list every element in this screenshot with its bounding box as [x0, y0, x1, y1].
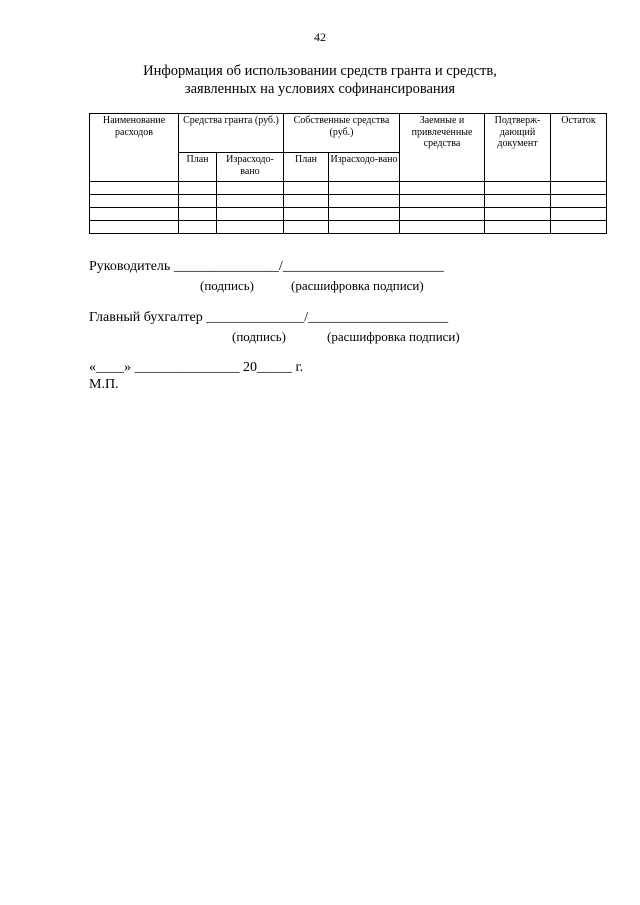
table-row [90, 208, 607, 221]
stamp-place: М.П. [89, 377, 119, 392]
accountant-signature-line [89, 310, 448, 326]
header-own-funds: Собственные средства (руб.) [284, 114, 400, 153]
subheader-grant-plan: План [179, 153, 217, 182]
header-expense-name: Наименование расходов [90, 114, 179, 182]
date-line[interactable]: «____» _______________ 20_____ г. [89, 360, 304, 375]
grant-usage-table [89, 113, 607, 234]
accountant-label: Главный бухгалтер [89, 310, 203, 325]
document-title [0, 62, 640, 98]
subheader-grant-spent: Израсходо-вано [217, 153, 284, 182]
page-number: 42 [314, 30, 326, 44]
title-line-2: заявленных на условиях софинансирования [184, 81, 456, 97]
table-header-row [90, 114, 607, 153]
header-grant-funds: Средства гранта (руб.) [179, 114, 284, 153]
table-row [90, 182, 607, 195]
accountant-blank[interactable]: ______________/____________________ [206, 310, 449, 325]
header-confirming-document: Подтверж-дающий документ [485, 114, 551, 182]
director-signature-caption: (подпись) [200, 278, 254, 293]
header-borrowed-funds: Заемные и привлеченные средства [400, 114, 485, 182]
subheader-own-plan: План [284, 153, 329, 182]
subheader-own-spent: Израсходо-вано [329, 153, 400, 182]
title-line-1: Информация об использовании средств гранта и средств, [143, 63, 497, 79]
director-blank[interactable]: _______________/_______________________ [173, 259, 444, 274]
table-row [90, 195, 607, 208]
director-label: Руководитель [89, 259, 171, 274]
accountant-decoding-caption: (расшифровка подписи) [327, 329, 460, 344]
header-balance: Остаток [551, 114, 607, 182]
table-row [90, 221, 607, 234]
director-decoding-caption: (расшифровка подписи) [291, 278, 424, 293]
accountant-signature-caption: (подпись) [232, 329, 286, 344]
director-signature-line [89, 259, 444, 275]
